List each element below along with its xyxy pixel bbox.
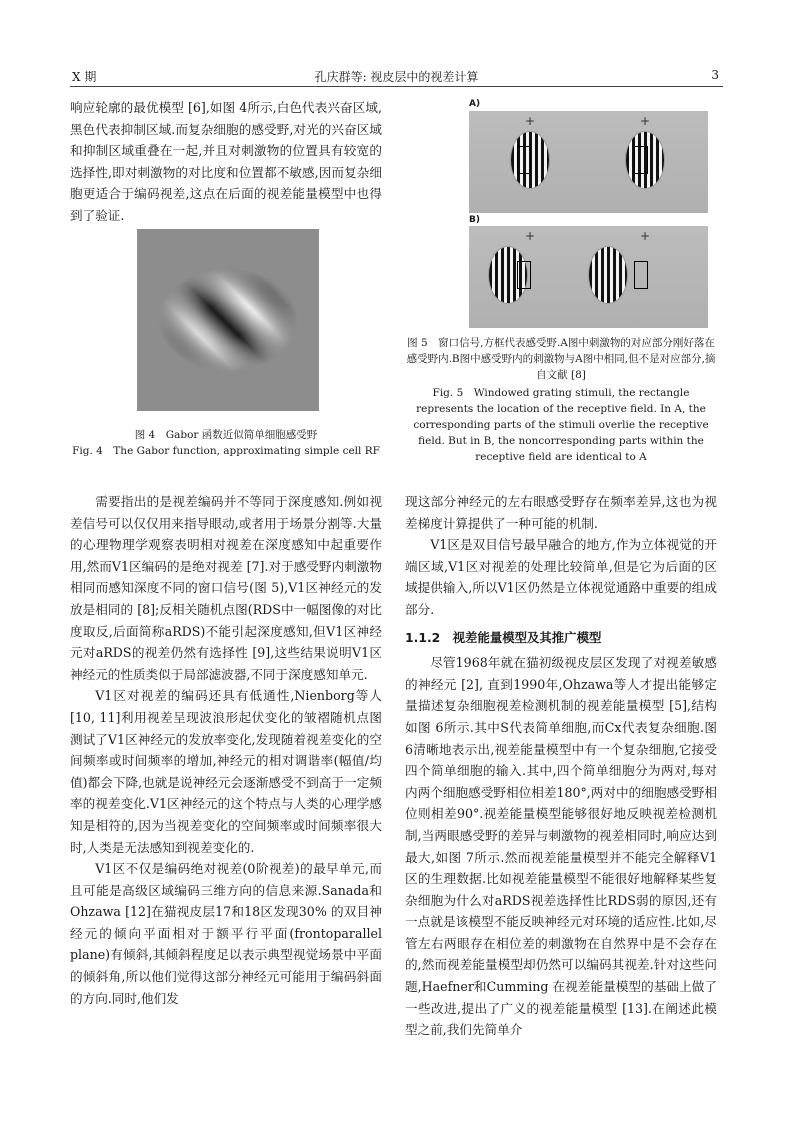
paragraph: 响应轮廓的最优模型 [6],如图 4所示,白色代表兴奋区域,黑色代表抑制区域.而复杂细胞的感受野,对光的兴奋区域和抑制区域重叠在一起,并且对刺激物的位置具有较宽的选择性,即对刺激物的对比度和位置都不敏感,因而复杂细胞更适合于编码视差,这点在后面的视差能量模型中也得到了验证. xyxy=(70,100,382,223)
gabor-figure xyxy=(137,229,319,411)
fig5-label-a: A) xyxy=(469,99,481,109)
fig5-label-b: B) xyxy=(469,215,480,225)
fixation-plus: + xyxy=(640,114,651,128)
fig5-caption xyxy=(405,335,717,465)
fixation-plus: + xyxy=(525,229,536,243)
fig5-caption-cn: 图 5 窗口信号,方框代表感受野.A图中刺激物的对应部分刚好落在感受野内.B图中感受野内的刺激物与A图中相同,但不是对应部分,摘自文献 [8] xyxy=(406,337,716,381)
right-column-body xyxy=(405,491,717,1041)
paragraph: 现这部分神经元的左右眼感受野存在频率差异,这也为视差梯度计算提供了一种可能的机制. xyxy=(405,494,717,531)
paragraph: V1区是双目信号最早融合的地方,作为立体视觉的开端区域,V1区对视差的处理比较简单,但是它为后面的区域提供输入,所以V1区仍然是立体视觉通路中重要的组成部分. xyxy=(405,537,717,617)
fig5-panel-a xyxy=(469,111,708,213)
receptive-field-box xyxy=(634,146,648,174)
paragraph: 尽管1968年就在猫初级视皮层区发现了对视差敏感的神经元 [2], 直到1990年,Ohzawa等人才提出能够定量描述复杂细胞视差检测机制的视差能量模型 [5],结构如图 6所示.其中S代表简单细胞,而Cx代表复杂细胞.图 6清晰地表示出,视差能量模型中有一个复杂细胞,它接受四个简单细胞的输入.其中,四个简单细胞分为两对,每对内两个细胞感受野相位相差180°,两对中的细胞感受野相位则相差90°.视差能量模型能够很好地反映视差检测机制,当两眼感受野的差异与刺激物的视差相同时,响应达到最大,如图 7所示.然而视差能量模型并不能完全解释V1区的生理数据.比如视差能量模型不能很好地解释某些复杂细胞为什么对aRDS视差选择性比RDS弱的原因,还有一点就是该模型不能反映神经元对环境的适应性.比如,尽管左右两眼存在相位差的刺激物在自然界中是不会存在的,然而视差能量模型却仍然可以编码其视差.针对这些问题,Haefner和Cumming 在视差能量模型的基础上做了一些改进,提出了广义的视差能量模型 [13].在阐述此模型之前,我们先简单介 xyxy=(405,655,717,1038)
fixation-plus: + xyxy=(525,114,536,128)
left-column-body xyxy=(70,491,382,1009)
fig4-caption xyxy=(70,427,382,459)
receptive-field-box xyxy=(517,261,531,289)
fixation-plus: + xyxy=(640,229,651,243)
receptive-field-box xyxy=(634,261,648,289)
running-header xyxy=(70,66,723,87)
paragraph: V1区对视差的编码还具有低通性,Nienborg等人 [10, 11]利用视差呈现波浪形起伏变化的皱褶随机点图测试了V1区神经元的发放率变化,发现随着视差变化的空间频率或时间频率的增加,神经元的相对调谐率(幅值/均值)都会下降,也就是说神经元会逐渐感受不到高于一定频率的视差变化.V1区神经元的这个特点与人类的心理学感知是相符的,因为当视差变化的空间频率或时间频率很大时,人类是无法感知到视差变化的. xyxy=(70,688,382,855)
page-number: 3 xyxy=(711,68,719,82)
grating-disc-right xyxy=(589,247,627,303)
section-heading: 1.1.2 视差能量模型及其推广模型 xyxy=(405,629,602,645)
paragraph: 需要指出的是视差编码并不等同于深度感知.例如视差信号可以仅仅用来指导眼动,或者用于场景分割等.大量的心理物理学观察表明相对视差在深度感知中起重要作用,然而V1区编码的是绝对视差 [7].对于感受野内刺激物相同而感知深度不同的窗口信号(图 5),V1区神经元的发放是相同的 [8];反相关随机点图(RDS中一幅图像的对比度取反,后面简称aRDS)不能引起深度感知,但V1区神经元对aRDS的视差仍然有选择性 [9],这些结果说明V1区神经元的性质类似于局部滤波器,不同于深度感知单元. xyxy=(70,494,382,682)
left-column-top xyxy=(70,97,382,227)
gabor-stripes xyxy=(137,229,319,411)
fig4-caption-cn: 图 4 Gabor 函数近似简单细胞感受野 xyxy=(134,429,318,441)
issue-label: X 期 xyxy=(72,70,97,84)
running-title: 孔庆群等: 视皮层中的视差计算 xyxy=(314,70,479,84)
paragraph: V1区不仅是编码绝对视差(0阶视差)的最早单元,而且可能是高级区域编码三维方向的信息来源.Sanada和Ohzawa [12]在猫视皮层17和18区发现30% 的双目神经元的倾向平面相对于额平行平面(frontoparallel plane)有倾斜,其倾斜程度足以表示典型视觉场景中平面的倾斜角,所以他们觉得这部分神经元可能用于编码斜面的方向.同时,他们发 xyxy=(70,861,382,1006)
fig5-panel-b xyxy=(469,226,708,328)
fig5-caption-en: Fig. 5 Windowed grating stimuli, the rectangle represents the location of the receptive field. In A, the corresponding parts of the stimuli overlie the receptive field. But in B, the noncorresponding parts within the receptive field are identical to A xyxy=(413,387,709,463)
receptive-field-box xyxy=(517,146,531,174)
fig4-caption-en: Fig. 4 The Gabor function, approximating simple cell RF xyxy=(72,445,380,457)
